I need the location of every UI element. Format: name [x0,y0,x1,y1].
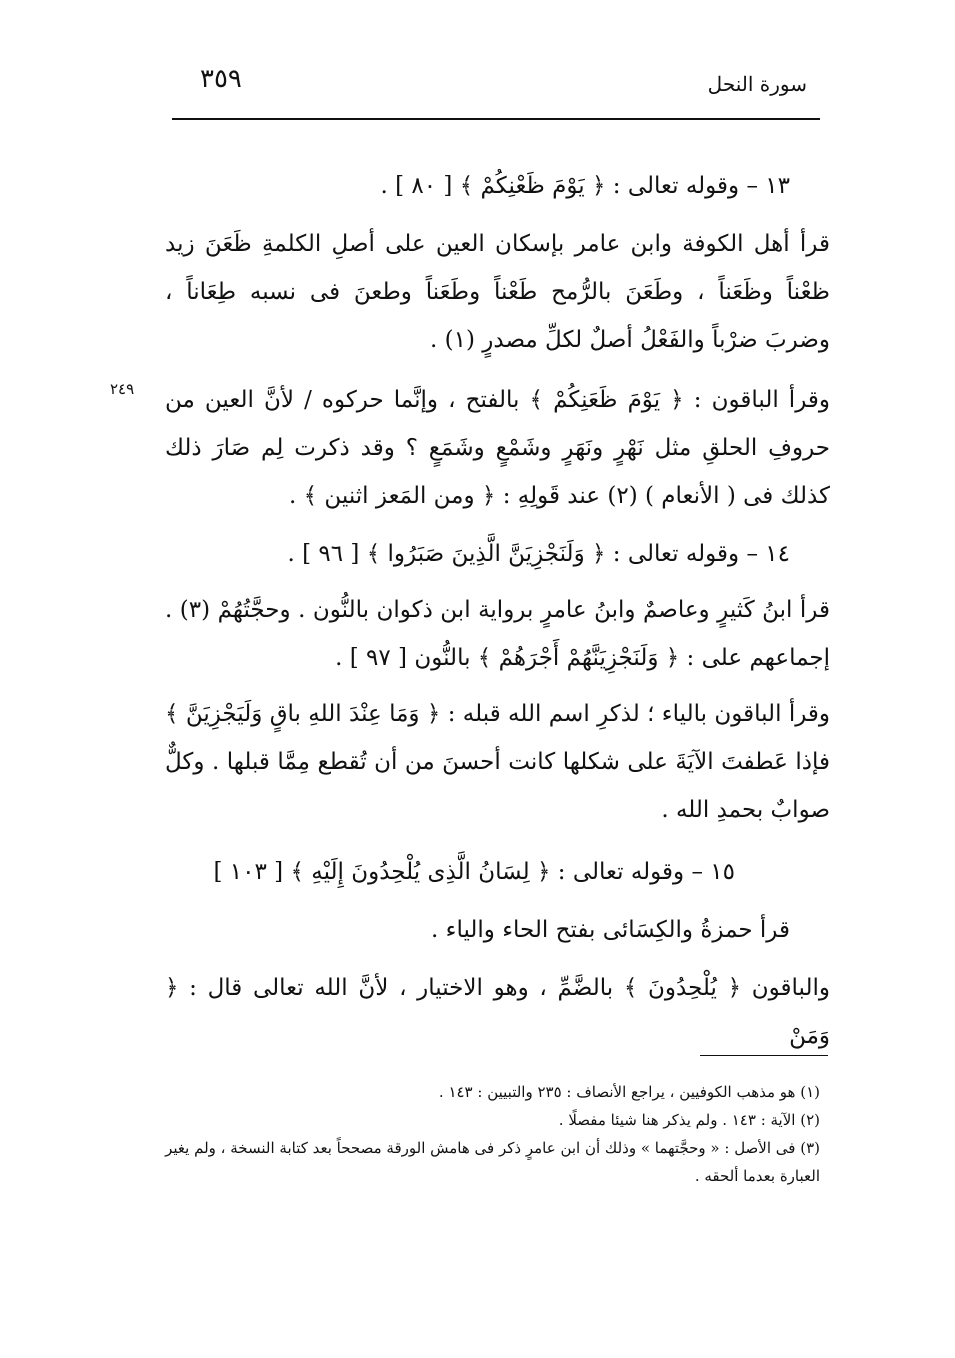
paragraph-6: والباقون ﴿ يُلْحِدُونَ ﴾ بالضَّمِّ ، وهو الاختيار ، لأنَّ الله تعالى قال : ﴿ وَمَنْ [165,975,830,1049]
verse-heading-15: ١٥ – وقوله تعالى : ﴿ لِسَانُ الَّذِى يُلْحِدُونَ إِلَيْهِ ﴾ [ ١٠٣ ] [213,859,735,885]
footnote-2: (٢) الآية : ١٤٣ . ولم يذكر هنا شيئا مفصلًا . [558,1111,820,1129]
footnotes [165,1078,830,1190]
paragraph-5: قرأ حمزةُ والكِسَائى بفتح الحاء والياء . [431,917,790,943]
margin-folio-note: ٢٤٩ [110,380,135,398]
page-number: ٣٥٩ [200,64,242,94]
footnote-rule [700,1055,828,1056]
footnote-3: (٣) فى الأصل : « وحجَّتهما » وذلك أن ابن عامرٍ ذكر فى هامش الورقة مصححاً بعد كتابة النسخة ، ولم يغير العبارة بعدما ألحقه . [165,1139,820,1185]
paragraph-4: وقرأ الباقون بالياء ؛ لذكرِ اسم الله قبله : ﴿ وَمَا عِنْدَ اللهِ باقٍ وَلَيَجْزِيَنَّ ﴾ فإذا عَطفتَ الآيَةَ على شكلها كانت أحسنَ من أن تُقطع مِمَّا قبلها . وكلٌّ صوابٌ بحمدِ الله . [165,701,830,823]
paragraph-2: وقرأ الباقون : ﴿ يَوْمَ ظَعَنِكُمْ ﴾ بالفتح ، وإنَّما حركوه / لأنَّ العين من حروفِ الحلقِ مثل نَهْرٍ ونَهَرٍ وشَمْعٍ وشَمَعٍ ؟ وقد ذكرت لِم صَارَ ذلك كذلك فى ( الأنعام ) (٢) عند قَولِهِ : ﴿ ومن المَعز اثنين ﴾ . [165,387,830,509]
footnote-1: (١) هو مذهب الكوفيين ، يراجع الأنصاف : ٢٣٥ والتبيين : ١٤٣ . [438,1083,820,1101]
paragraph-3: قرأ ابنُ كَثيرٍ وعاصمٌ وابنُ عامرٍ برواية ابن ذكوان بالنُّون . وحجَّتُهُمْ (٣) . إجماعهم على : ﴿ وَلَنَجْزِيَنَّهُمْ أَجْرَهُمْ ﴾ بالنُّون [ ٩٧ ] . [165,597,830,671]
verse-heading-14: ١٤ – وقوله تعالى : ﴿ وَلَنَجْزِيَنَّ الَّذِينَ صَبَرُوا ﴾ [ ٩٦ ] . [287,541,790,567]
header-rule [172,118,820,120]
verse-heading-13: ١٣ – وقوله تعالى : ﴿ يَوْمَ ظَعْنِكُمْ ﴾ [ ٨٠ ] . [380,173,790,199]
paragraph-1: قرأ أهل الكوفة وابن عامر بإسكان العين على أصلِ الكلمةِ ظَعَنَ زيد ظعْناً وظَعَناً ، وطَعَنَ بالرُّمح طَعْناً وطَعَناً وطعنَ فى نسبه طِعَاناً ، وضربَ ضرْباً والفَعْلُ أصلٌ لكلِّ مصدرٍ (١) . [165,231,830,353]
running-header-title: سورة النحل [707,72,807,96]
